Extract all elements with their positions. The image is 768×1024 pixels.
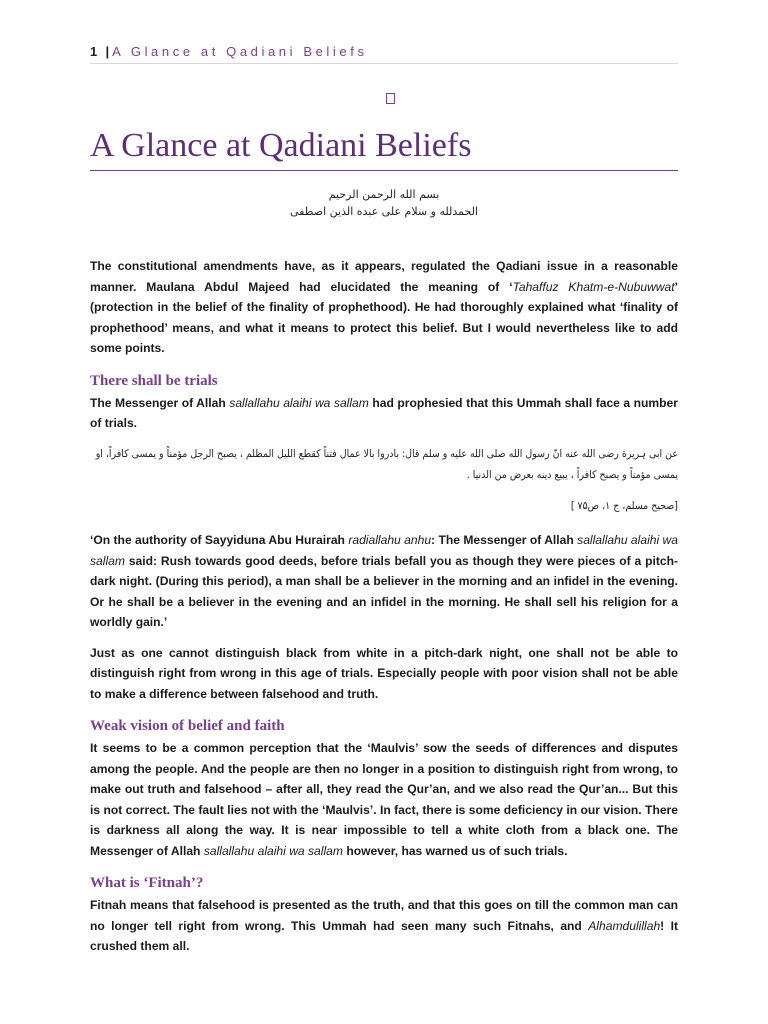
fitnah-text-1: Fitnah means that falsehood is presented as the truth, and that this goes on till the common man can no longer tell right from wrong. This Ummah had seen many such Fitnahs, and (90, 898, 678, 933)
hadith-text-1: ‘On the authority of Sayyiduna Abu Hurairah (90, 533, 349, 547)
hadith-italic-2: sallallahu alaihi wa sallam (90, 533, 679, 568)
fitnah-text-2: ! It crushed them all. (90, 918, 678, 953)
trials-paragraph-3: Just as one cannot distinguish black from white in a pitch-dark night, one shall not be able to distinguish right from wrong in this age of trials. Especially people with poor vision shall not be able to make a difference between falsehood and truth. (90, 645, 678, 701)
weak-vision-paragraph (90, 738, 678, 861)
trials-paragraph-1 (90, 393, 678, 434)
hadith-translation (90, 530, 678, 633)
intro-text-2: ’ (protection in the belief of the finality of prophethood). He had thoroughly explained what ‘finality of prophethood’ means, and what it means to protect this belief. But I would nevertheless like to add some points. (90, 279, 678, 355)
intro-italic: Tahaffuz Khatm-e-Nubuwwat (512, 279, 675, 294)
arabic-hadith: عن ابی ہریرة رضی الله عنه انّ رسول الله صلی الله علیه و سلم قال: بادروا بالا عمال فتناً کقطع اللیل المظلم ، یصبح الرجل مؤمناً و یمسی کافراً، او یمسی مؤمناً و یصبح کافراً ، یبیع دینه بعرض من الدنیا . (95, 447, 678, 481)
bismillah-line-1: بسم الله الرحمن الرحيم (328, 188, 440, 201)
page-header (90, 44, 678, 64)
trials-italic: sallallahu alaihi wa sallam (229, 395, 369, 410)
bismillah-line-2: الحمدلله و سلام على عبده الذين اصطفى (290, 205, 478, 218)
weak-vision-italic: sallallahu alaihi wa sallam (203, 843, 343, 858)
page-number: 1 (90, 44, 99, 59)
hadith-italic-1: radiallahu anhu (348, 533, 432, 547)
bismillah-block (90, 186, 678, 220)
fitnah-paragraph (90, 895, 678, 957)
hadith-text-3: said: Rush towards good deeds, before trials befall you as though they were pieces of a pitch-dark night. (During this period), a man shall be a believer in the morning and an infidel in the evening. Or he shall be a believer in the evening and an infidel in the morning. He shall sell his religion for a worldly gain.’ (90, 553, 678, 629)
fitnah-italic: Alhamdulillah (588, 918, 661, 933)
hadith-reference: [صحیح مسلم، ج ۱، ص۷۵ ] (570, 499, 678, 512)
intro-text-1: The constitutional amendments have, as it appears, regulated the Qadiani issue in a reasonable manner. Maulana Abdul Majeed had elucidated the meaning of ‘ (90, 259, 678, 294)
trials-text-2: had prophesied that this Ummah shall face a number of trials. (90, 395, 678, 430)
weak-vision-text-1: It seems to be a common perception that the ‘Maulvis’ sow the seeds of differences and disputes among the people. And the people are then no longer in a position to distinguish right from wrong, to make out truth and falsehood – after all, they read the Qur’an, and we also read the Qur’an... But this is not correct. The fault lies not with the ‘Maulvis’. In fact, there is some deficiency in our vision. There is darkness all along the way. It is near impossible to tell a white cloth from a black one. The Messenger of Allah (90, 741, 678, 858)
document-body (90, 256, 678, 967)
section-heading-fitnah: What is ‘Fitnah’? (90, 875, 204, 891)
intro-paragraph (90, 256, 678, 359)
header-title: A Glance at Qadiani Beliefs (112, 44, 368, 59)
trials-text-1: The Messenger of Allah (90, 395, 230, 410)
weak-vision-text-2: however, has warned us of such trials. (342, 843, 568, 858)
hadith-text-2: : The Messenger of Allah (431, 533, 578, 547)
document-title: A Glance at Qadiani Beliefs (90, 126, 678, 171)
section-heading-trials: There shall be trials (90, 372, 218, 389)
header-separator: | (105, 44, 111, 59)
section-heading-weak-vision: Weak vision of belief and faith (90, 718, 285, 734)
placeholder-glyph-icon (386, 93, 395, 104)
